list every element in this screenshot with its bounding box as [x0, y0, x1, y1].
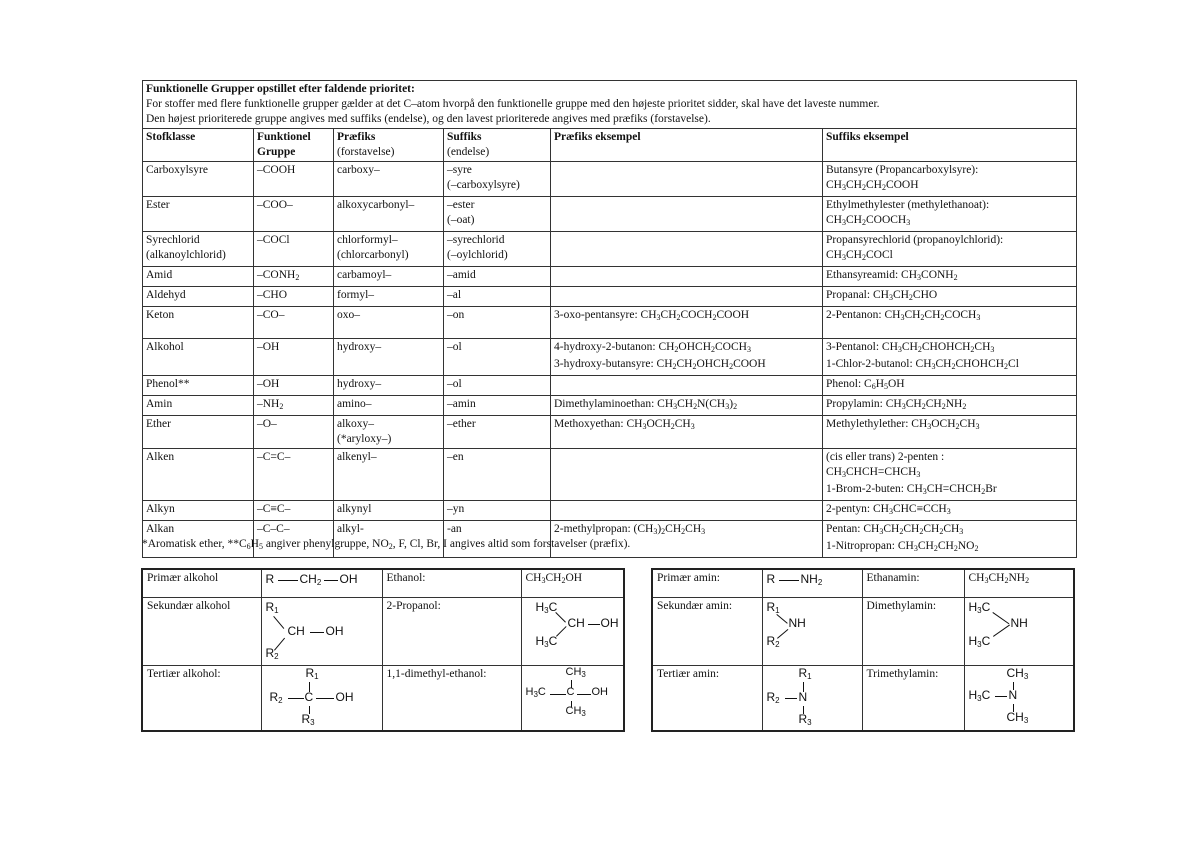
cell-suffiks: –ol [444, 376, 551, 396]
structure-diagram [266, 666, 378, 727]
bond-line [992, 612, 1009, 624]
cell-gruppe: –OH [254, 376, 334, 396]
intro-line-2: Den højest prioriterede gruppe angives med suffiks (endelse), og den lavest prioriterede angives med præfiks (forstavelse). [146, 113, 711, 125]
cell-praefiks-eksempel [551, 162, 823, 197]
cell-praefiks-eksempel [551, 232, 823, 267]
cell-formula: $CH_3CH_2CH_2COOH$ [826, 179, 919, 192]
cell-praefiks: alkynyl [334, 501, 444, 521]
cell-formula: $CH_3CH_2COCl$ [826, 249, 893, 262]
atom-label: N [1008, 688, 1018, 702]
cell-klasse: Ester [143, 197, 254, 232]
atom-label: $R_1$ [798, 666, 812, 681]
ethanol-name: Ethanol: [382, 569, 521, 598]
col-header-gruppe-l1: Funktionel [257, 131, 311, 143]
atom-label: $H_3C$ [535, 634, 558, 649]
primary-amine-label: Primær amin: [652, 569, 762, 598]
table-row [143, 287, 1077, 307]
atom-label: $CH_3$ [565, 666, 586, 679]
atom-label: $H_3C$ [968, 634, 991, 649]
col-header-suffiks-l2: (endelse) [447, 146, 490, 158]
cell-praefiks-eksempel: Methoxyethan: $CH_3OCH_2CH_3$ [551, 416, 823, 449]
cell-klasse: Amin [143, 396, 254, 416]
structure-diagram [767, 600, 858, 656]
cell-praefiks: oxo– [334, 307, 444, 339]
cell-suffiks-eksempel: Propylamin: $CH_3CH_2CH_2NH_2$ [823, 396, 1077, 416]
bond-line [273, 616, 284, 629]
intro-line-1: For stoffer med flere funktionelle grupper gælder at det C–atom hvorpå den funktionelle gruppe med den højeste prioritet sidder, skal have det laveste nummer. [146, 98, 880, 110]
cell-suffiks-eksempel: 2-pentyn: $CH_3CHC\equiv CCH_3$ [823, 501, 1077, 521]
table-row [142, 598, 624, 666]
cell-suffiks-eksempel: Ethansyreamid: $CH_3CONH_2$ [823, 267, 1077, 287]
propanol-structure [521, 598, 624, 666]
atom-label: NH [788, 616, 806, 630]
cell-text: alkoxy– [337, 418, 375, 430]
atom-label: OH [339, 572, 358, 586]
amine-table [651, 568, 1075, 732]
structure-diagram [969, 668, 1070, 724]
atom-label: $H_3C$ [535, 600, 558, 615]
cell-praefiks: carbamoyl– [334, 267, 444, 287]
cell-praefiks-eksempel [551, 449, 823, 501]
table-row [143, 396, 1077, 416]
atom-label: N [798, 690, 808, 704]
atom-label: $R_1$ [265, 600, 279, 615]
col-header-praefiks-l2: (forstavelse) [337, 146, 395, 158]
secondary-amine-structure [762, 598, 862, 666]
atom-label: $R_3$ [301, 712, 315, 727]
cell-suffiks-eksempel [823, 162, 1077, 197]
table-title: Funktionelle Grupper opstillet efter faldende prioritet: [146, 83, 415, 95]
cell-suffiks: –ol [444, 339, 551, 376]
col-header-gruppe-l2: Gruppe [257, 146, 296, 158]
cell-praefiks: alkenyl– [334, 449, 444, 501]
table-row [143, 232, 1077, 267]
cell-praefiks-eksempel [551, 501, 823, 521]
atom-label: C [566, 686, 575, 698]
secondary-amine-label: Sekundær amin: [652, 598, 762, 666]
cell-gruppe: –C–C– [254, 521, 334, 558]
cell-suffiks-eksempel: Phenol: $C_6H_5OH$ [823, 376, 1077, 396]
cell-suffiks: –amid [444, 267, 551, 287]
dimethylamin-name: Dimethylamin: [862, 598, 964, 666]
structure-diagram [969, 600, 1070, 656]
cell-formula: $CH_3CHCH=CHCH_3$ [826, 466, 921, 479]
cell-suffiks: –en [444, 449, 551, 501]
atom-label: NH [1010, 616, 1028, 630]
cell-gruppe: –C=C– [254, 449, 334, 501]
bond-line [550, 694, 566, 695]
atom-label: CH [567, 616, 585, 630]
table-row [143, 162, 1077, 197]
col-header-praefiks-eksempel: Præfiks eksempel [551, 129, 823, 162]
cell-klasse: Alkohol [143, 339, 254, 376]
cell-text: –ester [447, 199, 475, 211]
cell-suffiks [444, 197, 551, 232]
cell-klasse: Phenol** [143, 376, 254, 396]
structure-diagram [266, 572, 378, 590]
tertiary-amine-label: Tertiær amin: [652, 666, 762, 732]
cell-praefiks-eksempel [551, 197, 823, 232]
primary-alcohol-label: Primær alkohol [142, 569, 261, 598]
cell-klasse: Carboxylsyre [143, 162, 254, 197]
col-header-suffiks-eksempel: Suffiks eksempel [823, 129, 1077, 162]
atom-label: $CH_3$ [565, 705, 586, 718]
col-header-stofklasse: Stofklasse [143, 129, 254, 162]
table-row [652, 569, 1074, 598]
table-row [652, 666, 1074, 732]
tertiary-alcohol-structure [261, 666, 382, 732]
structure-diagram [767, 572, 858, 590]
col-header-praefiks [334, 129, 444, 162]
cell-praefiks-eksempel [551, 376, 823, 396]
cell-klasse: Ether [143, 416, 254, 449]
cell-text: –syre [447, 164, 472, 176]
cell-praefiks: formyl– [334, 287, 444, 307]
cell-text: (–oylchlorid) [447, 249, 508, 261]
cell-formula: 1-Nitropropan: $CH_3CH_2CH_2NO_2$ [826, 540, 979, 553]
atom-label: $H_3C$ [968, 688, 991, 703]
cell-formula: 4-hydroxy-2-butanon: $CH_2OHCH_2COCH_3$ [554, 341, 751, 354]
cell-praefiks [334, 416, 444, 449]
cell-gruppe: –CO– [254, 307, 334, 339]
cell-suffiks-eksempel [823, 232, 1077, 267]
cell-text: (alkanoylchlorid) [146, 249, 226, 261]
cell-klasse: Alkan [143, 521, 254, 558]
atom-label: $R_1$ [766, 600, 780, 615]
bond-line [310, 632, 324, 633]
tertiary-alcohol-label: Tertiær alkohol: [142, 666, 261, 732]
secondary-alcohol-structure [261, 598, 382, 666]
structure-diagram [766, 666, 858, 727]
atom-label: $R_2$ [766, 690, 780, 705]
cell-gruppe: –C≡C– [254, 501, 334, 521]
cell-text: chlorformyl– [337, 234, 398, 246]
cell-klasse: Alkyn [143, 501, 254, 521]
secondary-alcohol-label: Sekundær alkohol [142, 598, 261, 666]
table-row [143, 339, 1077, 376]
cell-gruppe: $-CONH_2$ [254, 267, 334, 287]
cell-suffiks: –ether [444, 416, 551, 449]
table-row [143, 307, 1077, 339]
cell-klasse: Keton [143, 307, 254, 339]
table-row [143, 197, 1077, 232]
atom-label: $H_3C$ [968, 600, 991, 615]
atom-label: $R_1$ [305, 666, 319, 681]
bond-line [278, 580, 298, 581]
table-row [143, 267, 1077, 287]
cell-gruppe: –COO– [254, 197, 334, 232]
atom-label: CH [287, 624, 305, 638]
cell-praefiks: hydroxy– [334, 376, 444, 396]
cell-gruppe: –COOH [254, 162, 334, 197]
cell-suffiks: –amin [444, 396, 551, 416]
cell-suffiks-eksempel [823, 521, 1077, 558]
bond-line [588, 624, 600, 625]
cell-formula: 3-Pentanol: $CH_3CH_2CHOHCH_2CH_3$ [826, 341, 995, 354]
dimethylamin-structure [964, 598, 1074, 666]
atom-label: $CH_3$ [1006, 666, 1029, 681]
atom-label: OH [591, 686, 608, 698]
tertiary-amine-structure [762, 666, 862, 732]
ethanol-formula: $CH_3CH_2OH$ [521, 569, 624, 598]
cell-gruppe: –O– [254, 416, 334, 449]
cell-suffiks: –yn [444, 501, 551, 521]
cell-praefiks: hydroxy– [334, 339, 444, 376]
cell-text: (–oat) [447, 214, 475, 226]
trimethylamin-name: Trimethylamin: [862, 666, 964, 732]
bond-line [993, 625, 1010, 637]
cell-suffiks-eksempel: 2-Pentanon: $CH_3CH_2CH_2COCH_3$ [823, 307, 1077, 339]
atom-label: $NH_2$ [800, 572, 823, 587]
ethanamin-formula: $CH_3CH_2NH_2$ [964, 569, 1074, 598]
ethanamin-name: Ethanamin: [862, 569, 964, 598]
table-intro [143, 81, 1077, 129]
column-header-row [143, 129, 1077, 162]
cell-praefiks: alkoxycarbonyl– [334, 197, 444, 232]
propanol-name: 2-Propanol: [382, 598, 521, 666]
structure-diagram [526, 600, 620, 656]
atom-label: R [766, 572, 776, 586]
cell-text: (cis eller trans) 2-penten : [826, 451, 945, 463]
cell-klasse: Alken [143, 449, 254, 501]
primary-alcohol-structure [261, 569, 382, 598]
cell-gruppe: –CHO [254, 287, 334, 307]
atom-label: $H_3C$ [525, 686, 546, 699]
cell-suffiks-eksempel: Methylethylether: $CH_3OCH_2CH_3$ [823, 416, 1077, 449]
cell-suffiks-eksempel: Propanal: $CH_3CH_2CHO$ [823, 287, 1077, 307]
cell-praefiks-eksempel: 3-oxo-pentansyre: $CH_3CH_2COCH_2COOH$ [551, 307, 823, 339]
table-row [652, 598, 1074, 666]
table-row [142, 569, 624, 598]
atom-label: $R_3$ [798, 712, 812, 727]
cell-praefiks [334, 232, 444, 267]
cell-suffiks [444, 162, 551, 197]
atom-label: C [304, 690, 314, 704]
primary-amine-structure [762, 569, 862, 598]
cell-klasse: Aldehyd [143, 287, 254, 307]
cell-formula: 3-hydroxy-butansyre: $CH_2CH_2OHCH_2COOH$ [554, 358, 766, 371]
cell-gruppe: $-NH_2$ [254, 396, 334, 416]
atom-label: $CH_2$ [299, 572, 322, 587]
cell-suffiks [444, 232, 551, 267]
cell-formula: 1-Chlor-2-butanol: $CH_3CH_2CHOHCH_2Cl$ [826, 358, 1019, 371]
bond-line [779, 580, 799, 581]
cell-klasse: Amid [143, 267, 254, 287]
cell-praefiks-eksempel [551, 339, 823, 376]
atom-label: R [265, 572, 275, 586]
cell-text: Butansyre (Propancarboxylsyre): [826, 164, 979, 176]
cell-suffiks-eksempel [823, 339, 1077, 376]
cell-praefiks-eksempel [551, 267, 823, 287]
cell-gruppe: –COCl [254, 232, 334, 267]
cell-formula: Pentan: $CH_3CH_2CH_2CH_2CH_3$ [826, 523, 964, 536]
col-header-gruppe [254, 129, 334, 162]
trimethylamin-structure [964, 666, 1074, 732]
col-header-suffiks [444, 129, 551, 162]
cell-text: Ethylmethylester (methylethanoat): [826, 199, 990, 211]
cell-praefiks-eksempel: Dimethylaminoethan: $CH_3CH_2N(CH_3)_2$ [551, 396, 823, 416]
cell-suffiks-eksempel [823, 197, 1077, 232]
bond-line [776, 614, 787, 624]
cell-praefiks: amino– [334, 396, 444, 416]
bond-line [555, 612, 566, 623]
atom-label: $R_2$ [766, 634, 780, 649]
table-row [143, 376, 1077, 396]
bond-line [785, 698, 797, 699]
cell-praefiks-eksempel [551, 287, 823, 307]
cell-text: (–carboxylsyre) [447, 179, 520, 191]
bond-line [324, 580, 338, 581]
atom-label: OH [325, 624, 344, 638]
functional-groups-table [142, 80, 1077, 558]
atom-label: OH [335, 690, 354, 704]
cell-suffiks: -an [444, 521, 551, 558]
cell-suffiks-eksempel [823, 449, 1077, 501]
table-row [143, 416, 1077, 449]
table-intro-row [143, 81, 1077, 129]
atom-label: $R_2$ [269, 690, 283, 705]
atom-label: OH [600, 616, 619, 630]
table-row [142, 666, 624, 732]
structure-diagram [266, 600, 378, 660]
cell-gruppe: –OH [254, 339, 334, 376]
cell-formula: $CH_3CH_2COOCH_3$ [826, 214, 911, 227]
bond-line [316, 698, 334, 699]
cell-klasse [143, 232, 254, 267]
cell-text: (*aryloxy–) [337, 433, 392, 445]
cell-suffiks: –al [444, 287, 551, 307]
cell-text: (chlorcarbonyl) [337, 249, 409, 261]
cell-suffiks: –on [444, 307, 551, 339]
dimethylethanol-structure [521, 666, 624, 732]
cell-praefiks-eksempel: 2-methylpropan: $(CH_3)_2CH_2CH_3$ [551, 521, 823, 558]
alcohol-table [141, 568, 625, 732]
bond-line [995, 696, 1007, 697]
cell-formula: 1-Brom-2-buten: $CH_3CH=CHCH_2Br$ [826, 483, 997, 496]
cell-text: Syrechlorid [146, 234, 200, 246]
table-row [143, 501, 1077, 521]
col-header-suffiks-l1: Suffiks [447, 131, 482, 143]
bond-line [288, 698, 304, 699]
structure-diagram [526, 668, 620, 720]
cell-text: Propansyrechlorid (propanoylchlorid): [826, 234, 1004, 246]
table-row [143, 449, 1077, 501]
dimethylethanol-name: 1,1-dimethyl-ethanol: [382, 666, 521, 732]
cell-praefiks: alkyl- [334, 521, 444, 558]
cell-text: –syrechlorid [447, 234, 505, 246]
cell-praefiks: carboxy– [334, 162, 444, 197]
footnote: *Aromatisk ether, $**C_6H_5$ angiver phenylgruppe, $NO_2$, F, Cl, Br, I angives altid som forstavelser (præfix). [142, 538, 631, 551]
atom-label: $CH_3$ [1006, 710, 1029, 725]
bond-line [577, 694, 591, 695]
col-header-praefiks-l1: Præfiks [337, 131, 376, 143]
atom-label: $R_2$ [265, 646, 279, 661]
